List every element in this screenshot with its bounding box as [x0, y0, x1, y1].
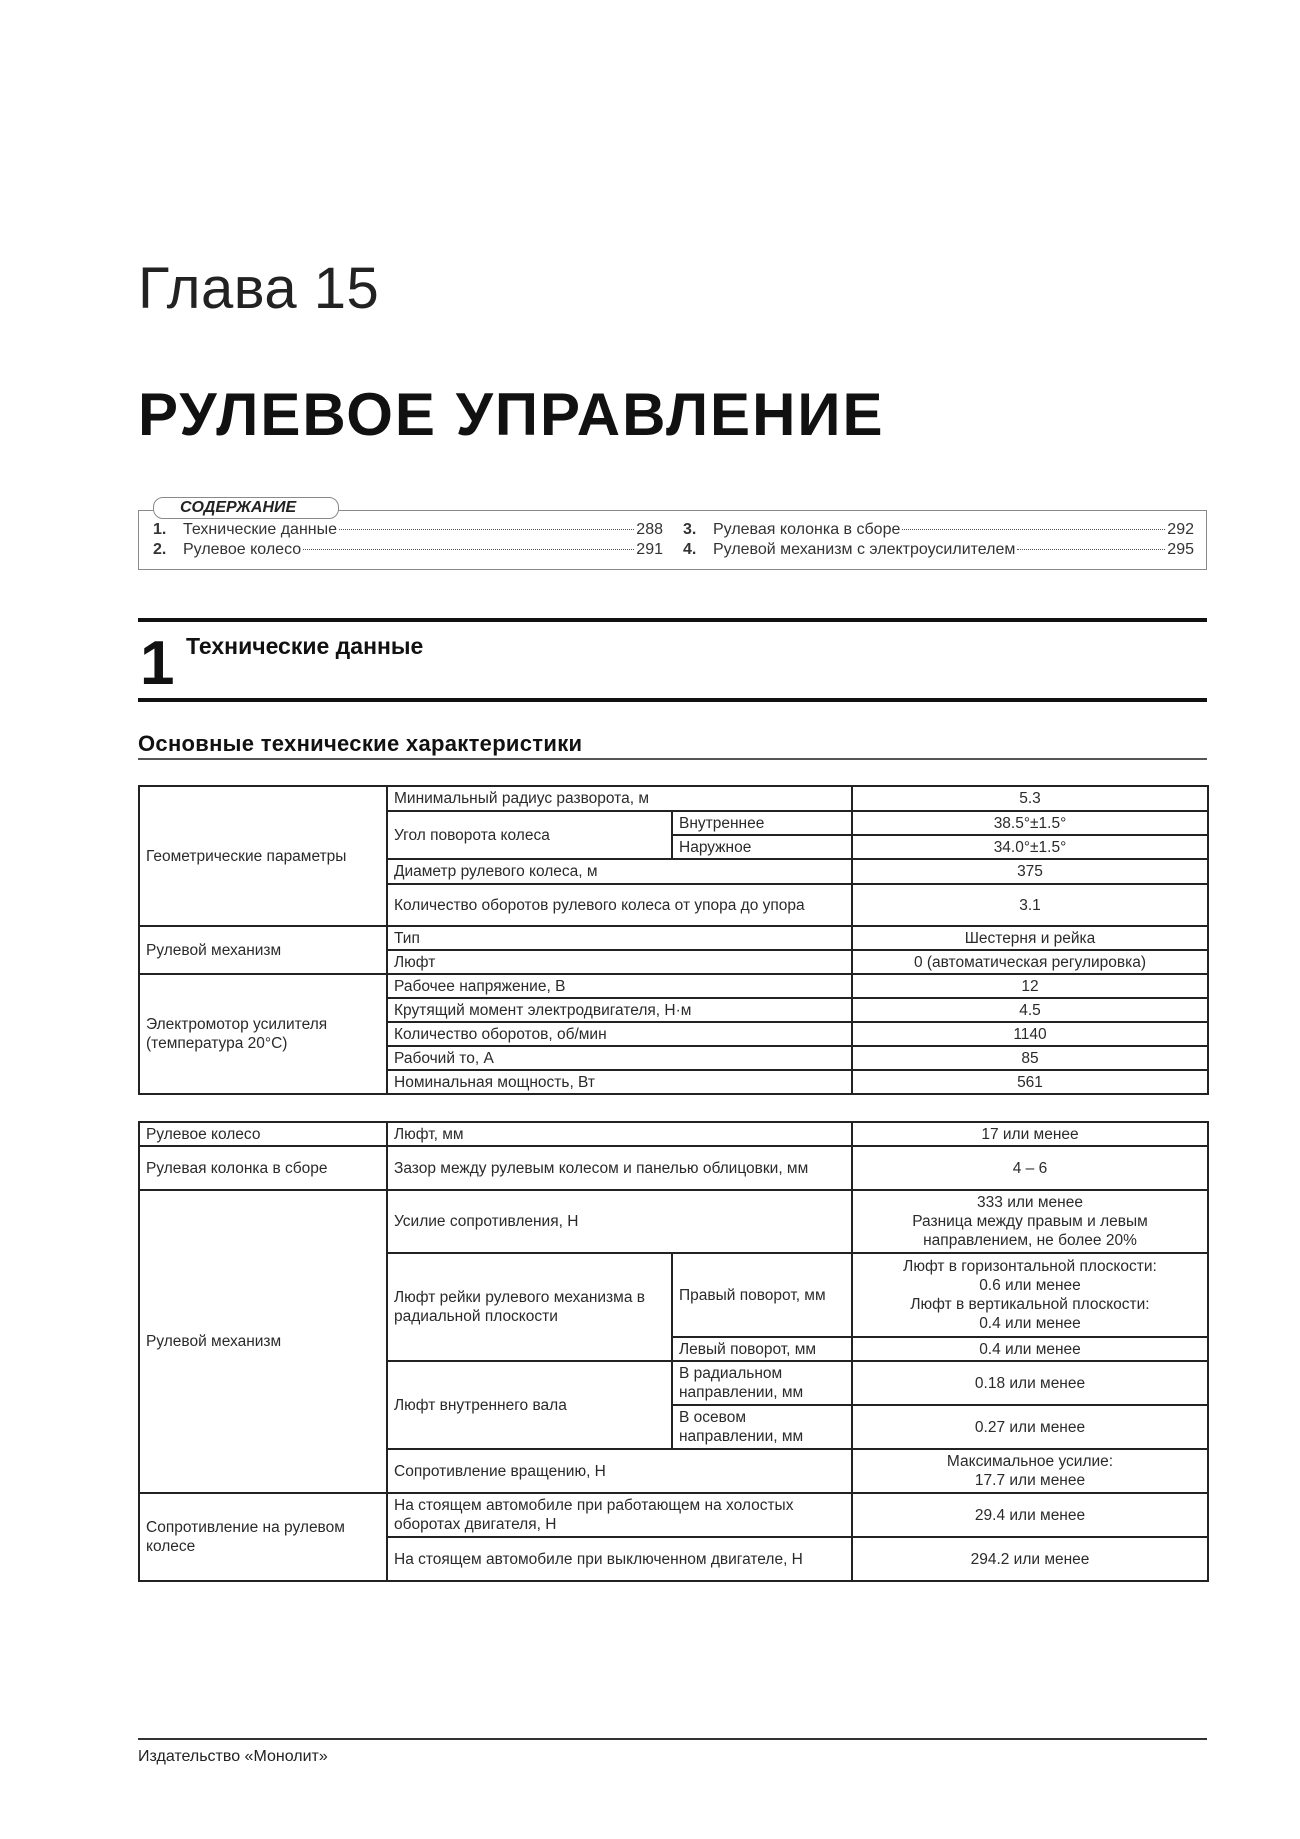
subsection-rule [138, 758, 1207, 760]
table-row [139, 974, 1208, 998]
param-cell: Люфт, мм [387, 1122, 852, 1146]
param-cell: На стоящем автомобиле при работающем на холостых оборотах двигателя, Н [387, 1493, 852, 1537]
contents-box [138, 499, 1207, 570]
contents-label: СОДЕРЖАНИЕ [153, 497, 339, 519]
value-cell: 0.27 или менее [852, 1405, 1208, 1449]
value-cell [852, 1449, 1208, 1493]
param-cell: Люфт рейки рулевого механизма в радиальной плоскости [387, 1253, 672, 1361]
group-cell: Рулевая колонка в сборе [139, 1146, 387, 1190]
value-line: 17.7 или менее [974, 1472, 1086, 1489]
value-cell: 29.4 или менее [852, 1493, 1208, 1537]
param-cell: Номинальная мощность, Вт [387, 1070, 852, 1094]
section-number: 1 [140, 629, 175, 698]
value-cell: 375 [852, 859, 1208, 884]
value-cell: 5.3 [852, 786, 1208, 811]
value-cell: Шестерня и рейка [852, 926, 1208, 950]
value-cell: 294.2 или менее [852, 1537, 1208, 1581]
value-line: 0.4 или менее [979, 1315, 1081, 1332]
group-cell: Геометрические параметры [139, 786, 387, 926]
param-cell: Люфт [387, 950, 852, 974]
param-cell: Люфт внутреннего вала [387, 1361, 672, 1449]
group-cell: Рулевой механизм [139, 926, 387, 974]
value-line: Люфт в вертикальной плоскости: [910, 1296, 1150, 1313]
group-cell: Рулевой механизм [139, 1190, 387, 1493]
subparam-cell: В осевом направлении, мм [672, 1405, 852, 1449]
param-cell: Усилие сопротивления, Н [387, 1190, 852, 1253]
subparam-cell: Внутреннее [672, 811, 852, 835]
param-cell: Сопротивление вращению, Н [387, 1449, 852, 1493]
group-cell: Электромотор усилителя (температура 20°С) [139, 974, 387, 1094]
value-line: Люфт в горизонтальной плоскости: [903, 1258, 1157, 1275]
value-cell [852, 1253, 1208, 1337]
toc-item-number: 4. [683, 541, 697, 558]
spec-table-components [138, 1121, 1209, 1582]
value-cell: 4 – 6 [852, 1146, 1208, 1190]
toc-leader [902, 529, 1165, 530]
table-row [139, 1146, 1208, 1190]
toc-item-page: 295 [1167, 541, 1194, 558]
param-cell: На стоящем автомобиле при выключенном двигателе, Н [387, 1537, 852, 1581]
toc-item-text: Рулевой механизм с электроусилителем [713, 541, 1016, 558]
toc-leader [339, 529, 634, 530]
section-rule-bottom [138, 698, 1207, 702]
value-cell: 0.18 или менее [852, 1361, 1208, 1405]
table-row [139, 926, 1208, 950]
param-cell: Рабочий то, А [387, 1046, 852, 1070]
toc-item-number: 2. [153, 541, 167, 558]
subsection-title: Основные технические характеристики [138, 731, 583, 756]
subparam-cell: Правый поворот, мм [672, 1253, 852, 1337]
toc-item-text: Технические данные [183, 521, 338, 538]
value-cell: 0 (автоматическая регулировка) [852, 950, 1208, 974]
subparam-cell: Левый поворот, мм [672, 1337, 852, 1361]
toc-item[interactable] [683, 541, 1194, 559]
footer-rule [138, 1738, 1207, 1740]
param-cell: Крутящий момент электродвигателя, Н·м [387, 998, 852, 1022]
toc-item[interactable] [153, 521, 663, 539]
value-cell: 17 или менее [852, 1122, 1208, 1146]
group-cell: Сопротивление на рулевом колесе [139, 1493, 387, 1581]
param-cell: Тип [387, 926, 852, 950]
toc-leader [303, 549, 634, 550]
toc-item[interactable] [683, 521, 1194, 539]
toc-item-page: 288 [636, 521, 663, 538]
param-cell: Количество оборотов, об/мин [387, 1022, 852, 1046]
table-row [139, 1493, 1208, 1537]
group-cell: Рулевое колесо [139, 1122, 387, 1146]
toc-item-page: 291 [636, 541, 663, 558]
value-cell: 34.0°±1.5° [852, 835, 1208, 859]
spec-table-general [138, 785, 1209, 1095]
value-line: Максимальное усилие: [946, 1453, 1114, 1470]
table-row [139, 1190, 1208, 1253]
param-cell: Угол поворота колеса [387, 811, 672, 859]
param-cell: Минимальный радиус разворота, м [387, 786, 852, 811]
publisher-footer: Издательство «Монолит» [138, 1748, 328, 1765]
chapter-heading: Глава 15 [138, 256, 380, 321]
toc-item[interactable] [153, 541, 663, 559]
page-title: РУЛЕВОЕ УПРАВЛЕНИЕ [138, 381, 885, 448]
value-cell: 3.1 [852, 884, 1208, 926]
toc-item-page: 292 [1167, 521, 1194, 538]
toc-leader [1017, 549, 1165, 550]
param-cell: Рабочее напряжение, В [387, 974, 852, 998]
toc-item-number: 1. [153, 521, 167, 538]
subparam-cell: В радиальном направлении, мм [672, 1361, 852, 1405]
value-cell [852, 1190, 1208, 1253]
value-cell: 38.5°±1.5° [852, 811, 1208, 835]
table-row [139, 1122, 1208, 1146]
section-title: Технические данные [186, 633, 424, 659]
value-line: 0.6 или менее [979, 1277, 1081, 1294]
value-cell: 561 [852, 1070, 1208, 1094]
value-cell: 85 [852, 1046, 1208, 1070]
param-cell: Диаметр рулевого колеса, м [387, 859, 852, 884]
value-cell: 4.5 [852, 998, 1208, 1022]
param-cell: Зазор между рулевым колесом и панелью облицовки, мм [387, 1146, 852, 1190]
value-line: Разница между правым и левым направлением, не более 20% [912, 1213, 1148, 1249]
toc-item-text: Рулевое колесо [183, 541, 302, 558]
table-row [139, 786, 1208, 811]
subparam-cell: Наружное [672, 835, 852, 859]
toc-item-text: Рулевая колонка в сборе [713, 521, 901, 538]
value-line: 333 или менее [977, 1194, 1083, 1211]
value-cell: 0.4 или менее [852, 1337, 1208, 1361]
param-cell: Количество оборотов рулевого колеса от упора до упора [387, 884, 852, 926]
section-rule-top [138, 618, 1207, 622]
value-cell: 1140 [852, 1022, 1208, 1046]
toc-item-number: 3. [683, 521, 697, 538]
value-cell: 12 [852, 974, 1208, 998]
